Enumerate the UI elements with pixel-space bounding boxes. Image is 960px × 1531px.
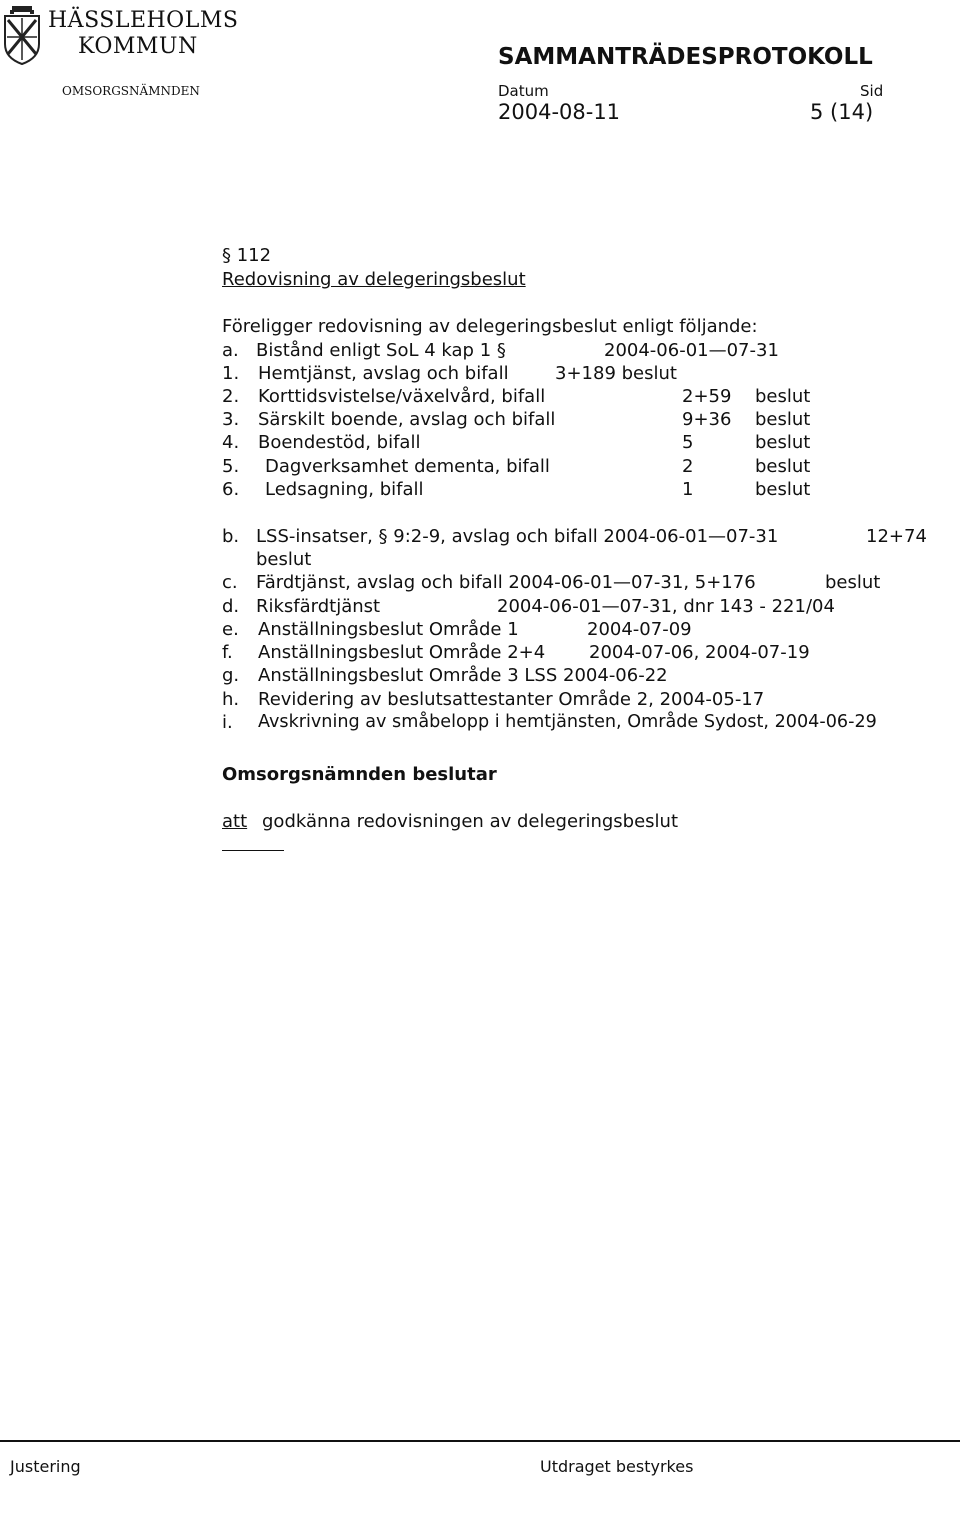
item-e-label: e. — [222, 619, 239, 640]
list-item-text: Hemtjänst, avslag och bifall — [258, 363, 509, 384]
list-item-count: 2+59 — [682, 386, 732, 407]
list-item-num: 2. — [222, 386, 240, 407]
list-item-unit: beslut — [755, 479, 811, 500]
department: OMSORGSNÄMNDEN — [62, 84, 200, 98]
item-b-label: b. — [222, 526, 240, 547]
list-item-text: Ledsagning, bifall — [265, 479, 424, 500]
item-c-label: c. — [222, 572, 238, 593]
item-g-text: Anställningsbeslut Område 3 LSS 2004-06-22 — [258, 665, 668, 686]
list-item-count: 5 — [682, 432, 694, 453]
footer-divider — [0, 1440, 960, 1442]
list-item-num: 4. — [222, 432, 240, 453]
list-item-num: 3. — [222, 409, 240, 430]
item-a-label: a. — [222, 340, 239, 361]
item-f-text: Anställningsbeslut Område 2+4 — [258, 642, 546, 663]
item-a-text: Bistånd enligt SoL 4 kap 1 § — [256, 340, 506, 361]
date-label: Datum — [498, 82, 549, 100]
item-d-label: d. — [222, 596, 240, 617]
list-item-unit: beslut — [755, 432, 811, 453]
decision-att: att — [222, 811, 248, 832]
item-e-detail: 2004-07-09 — [587, 619, 692, 640]
list-item-count: 1 — [682, 479, 694, 500]
footer-utdraget: Utdraget bestyrkes — [540, 1457, 694, 1476]
section-number: § 112 — [222, 245, 272, 266]
intro-text: Föreligger redovisning av delegeringsbeslut enligt följande: — [222, 316, 758, 337]
item-a-period: 2004-06-01—07-31 — [604, 340, 779, 361]
list-item-text: Boendestöd, bifall — [258, 432, 421, 453]
list-item-count: 3+189 beslut — [555, 363, 677, 384]
list-item-text: Dagverksamhet dementa, bifall — [265, 456, 550, 477]
closing-rule — [222, 850, 284, 851]
list-item-unit: beslut — [755, 386, 811, 407]
item-b-text: LSS-insatser, § 9:2-9, avslag och bifall 2004-06-01—07-31 — [256, 526, 779, 547]
item-i-label: i. — [222, 712, 233, 733]
list-item-count: 9+36 — [682, 409, 732, 430]
list-item-text: Särskilt boende, avslag och bifall — [258, 409, 556, 430]
item-d-detail: 2004-06-01—07-31, dnr 143 - 221/04 — [497, 596, 835, 617]
item-f-detail: 2004-07-06, 2004-07-19 — [589, 642, 810, 663]
org-name-line2: KOMMUN — [78, 34, 198, 59]
org-name-line1: HÄSSLEHOLMS — [48, 8, 239, 33]
page-label: Sid — [860, 82, 884, 100]
decision-text: godkänna redovisningen av delegeringsbeslut — [262, 811, 679, 832]
list-item-num: 5. — [222, 456, 240, 477]
item-h-text: Revidering av beslutsattestanter Område 2, 2004-05-17 — [258, 689, 765, 710]
item-d-text: Riksfärdtjänst — [256, 596, 381, 617]
item-h-label: h. — [222, 689, 240, 710]
item-b-cont: beslut — [256, 549, 312, 570]
section-title: Redovisning av delegeringsbeslut — [222, 269, 526, 290]
list-item-unit: beslut — [755, 409, 811, 430]
coat-of-arms-logo — [2, 4, 42, 66]
item-f-label: f. — [222, 642, 233, 663]
item-e-text: Anställningsbeslut Område 1 — [258, 619, 519, 640]
item-c-text: Färdtjänst, avslag och bifall 2004-06-01—07-31, 5+176 — [256, 572, 756, 593]
list-item-count: 2 — [682, 456, 694, 477]
list-item-num: 1. — [222, 363, 240, 384]
list-item-text: Korttidsvistelse/växelvård, bifall — [258, 386, 546, 407]
item-b-count: 12+74 — [866, 526, 927, 547]
item-i-text: Avskrivning av småbelopp i hemtjänsten, Område Sydost, 2004-06-29 — [258, 712, 877, 732]
footer-justering: Justering — [10, 1457, 81, 1476]
document-type: SAMMANTRÄDESPROTOKOLL — [498, 44, 873, 70]
list-item-unit: beslut — [755, 456, 811, 477]
decision-heading: Omsorgsnämnden beslutar — [222, 764, 497, 785]
meeting-date: 2004-08-11 — [498, 100, 621, 124]
page-number: 5 (14) — [810, 100, 874, 124]
item-c-unit: beslut — [825, 572, 881, 593]
list-item-num: 6. — [222, 479, 240, 500]
item-g-label: g. — [222, 665, 240, 686]
